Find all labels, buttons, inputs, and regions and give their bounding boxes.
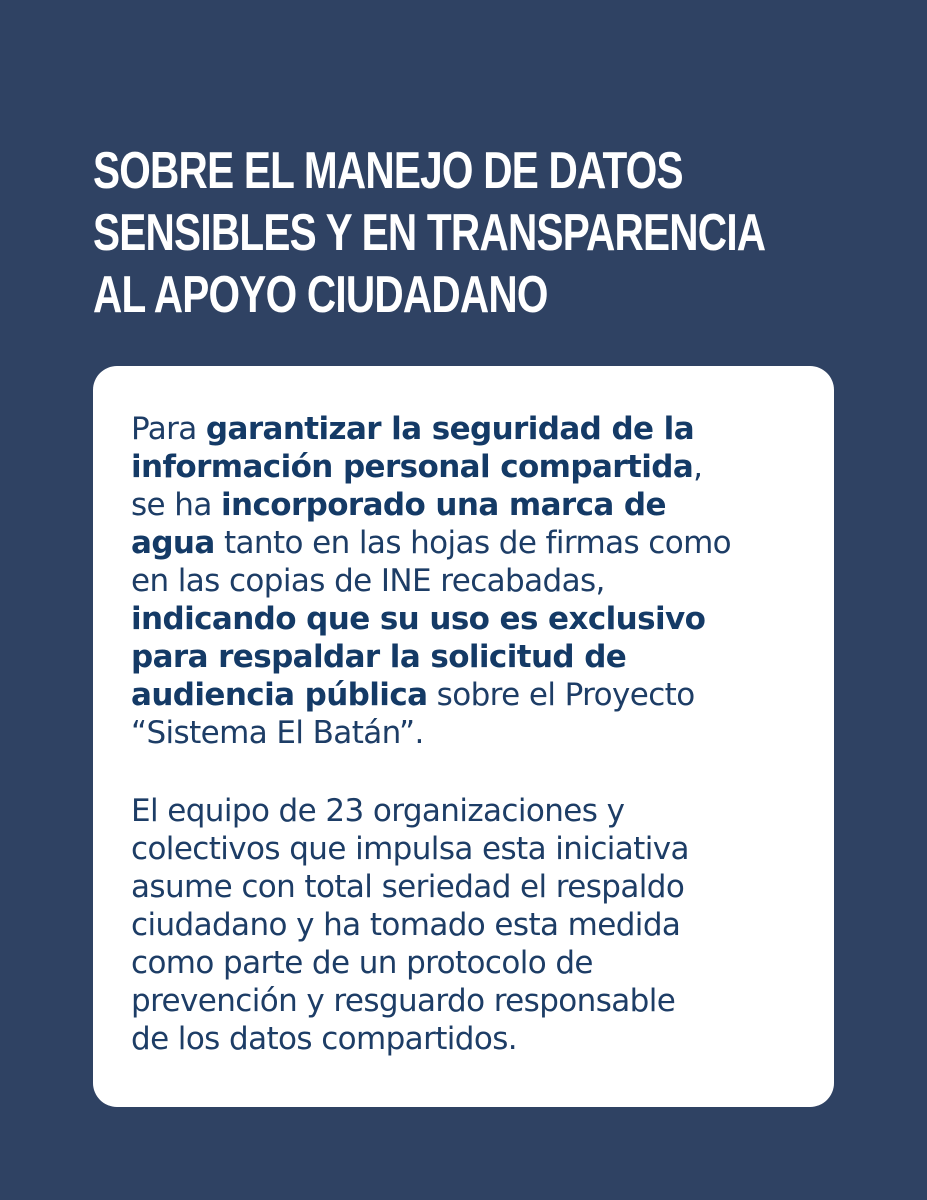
page-title bbox=[93, 140, 766, 326]
paragraph-organizations bbox=[131, 792, 834, 1058]
bold-text-run: información personal compartida bbox=[131, 449, 694, 485]
text-run: , bbox=[693, 449, 703, 485]
text-run: sobre el Proyecto bbox=[427, 677, 695, 713]
title-line-2: SENSIBLES Y EN TRANSPARENCIA bbox=[93, 204, 766, 262]
paragraph-line: como parte de un protocolo de bbox=[131, 945, 593, 981]
paragraph-line: ciudadano y ha tomado esta medida bbox=[131, 907, 681, 943]
bold-text-run: incorporado una marca de bbox=[220, 487, 666, 523]
bold-text-run: garantizar la seguridad de la bbox=[205, 411, 695, 447]
bold-text-run: para respaldar la solicitud de bbox=[131, 639, 627, 675]
paragraph-line bbox=[131, 410, 834, 448]
paragraph-line: asume con total seriedad el respaldo bbox=[131, 869, 685, 905]
bold-text-run: indicando que su uso es exclusivo bbox=[131, 601, 706, 637]
bold-text-run: agua bbox=[131, 525, 215, 561]
paragraph-line: prevención y resguardo responsable bbox=[131, 983, 676, 1019]
paragraph-line: de los datos compartidos. bbox=[131, 1021, 518, 1057]
paragraph-line bbox=[131, 448, 834, 486]
paragraph-line: El equipo de 23 organizaciones y bbox=[131, 793, 625, 829]
paragraph-line bbox=[131, 486, 834, 524]
text-run: tanto en las hojas de firmas como bbox=[214, 525, 732, 561]
paragraph-line bbox=[131, 676, 834, 714]
paragraph-line: colectivos que impulsa esta iniciativa bbox=[131, 831, 689, 867]
paragraph-line: en las copias de INE recabadas, bbox=[131, 563, 605, 599]
paragraph-line bbox=[131, 600, 834, 638]
text-run: Para bbox=[131, 411, 206, 447]
paragraph-line: “Sistema El Batán”. bbox=[131, 715, 424, 751]
title-line-3: AL APOYO CIUDADANO bbox=[93, 266, 548, 324]
paragraph-watermark bbox=[131, 410, 834, 752]
content-card bbox=[93, 366, 834, 1107]
bold-text-run: audiencia pública bbox=[131, 677, 428, 713]
text-run: se ha bbox=[131, 487, 221, 523]
paragraph-line bbox=[131, 524, 834, 562]
title-line-1: SOBRE EL MANEJO DE DATOS bbox=[93, 142, 683, 200]
paragraph-spacer bbox=[131, 752, 834, 792]
paragraph-line bbox=[131, 638, 834, 676]
